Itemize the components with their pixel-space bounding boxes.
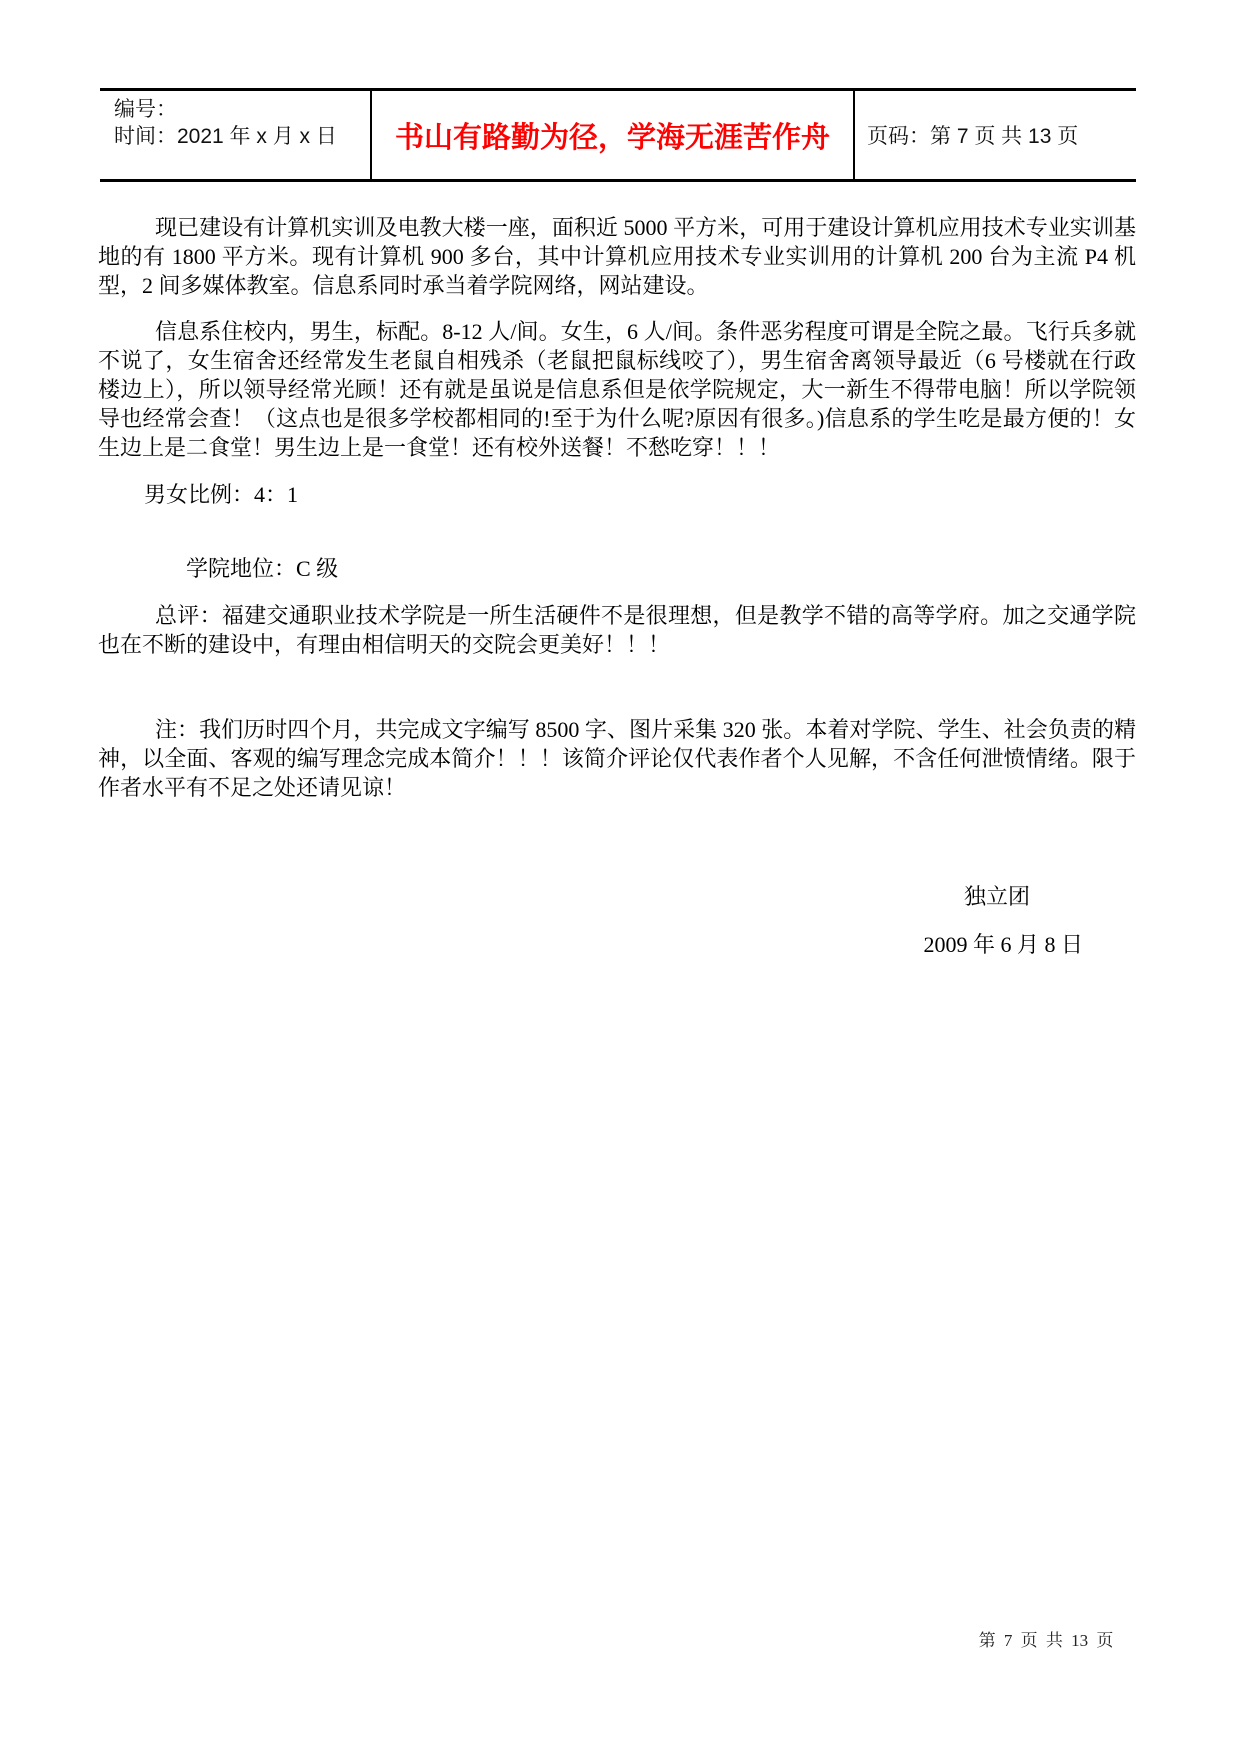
paragraph-computer-facilities: 现已建设有计算机实训及电教大楼一座，面积近 5000 平方米，可用于建设计算机应用技术专业实训基地的有 1800 平方米。现有计算机 900 多台，其中计算机应用技术专业实训用的计算机 200 台为主流 P4 机型，2 间多媒体教室。信息系同时承当着学院网络，网站建设。 (98, 215, 1136, 298)
document-body (98, 213, 1136, 959)
signature-date: 2009 年 6 月 8 日 (923, 932, 1083, 957)
paragraph-gender-ratio: 男女比例：4：1 (144, 482, 299, 507)
header-cell-meta (100, 91, 370, 179)
header-cell-page-number (855, 91, 1136, 179)
page-footer: 第 7 页 共 13 页 (978, 1631, 1114, 1650)
paragraph-dorm-life: 信息系住校内，男生，标配。8-12 人/间。女生，6 人/间。条件恶劣程度可谓是全院之最。飞行兵多就不说了，女生宿舍还经常发生老鼠自相残杀（老鼠把鼠标线咬了），男生宿舍离领导最近（6 号楼就在行政楼边上），所以领导经常光顾！还有就是虽说是信息系但是依学院规定，大一新生不得带电脑！所以学院领导也经常会查！（这点也是很多学校都相同的!至于为什么呢?原因有很多。)信息系的学生吃是最方便的！女生边上是二食堂！男生边上是一食堂！还有校外送餐！不愁吃穿！！！ (98, 319, 1136, 460)
paragraph-authors-note: 注：我们历时四个月，共完成文字编写 8500 字、图片采集 320 张。本着对学院、学生、社会负责的精神，以全面、客观的编写理念完成本简介！！！该简介评论仅代表作者个人见解，不含任何泄愤情绪。限于作者水平有不足之处还请见谅！ (98, 717, 1136, 800)
paragraph-college-rank: 学院地位：C 级 (186, 556, 339, 581)
paragraph-overall-review: 总评：福建交通职业技术学院是一所生活硬件不是很理想，但是教学不错的高等学府。加之交通学院也在不断的建设中，有理由相信明天的交院会更美好！！！ (98, 603, 1136, 657)
doc-number-label: 编号： (114, 98, 177, 121)
header-slogan: 书山有路勤为径，学海无涯苦作舟 (394, 121, 830, 154)
signature-name: 独立团 (963, 884, 1030, 909)
page-header-table (100, 88, 1136, 182)
header-cell-slogan (370, 91, 855, 179)
doc-date-label: 时间：2021 年 x 月 x 日 (114, 125, 337, 148)
signature-block (98, 882, 1136, 959)
header-page-number-label: 页码：第 7 页 共 13 页 (867, 125, 1079, 148)
